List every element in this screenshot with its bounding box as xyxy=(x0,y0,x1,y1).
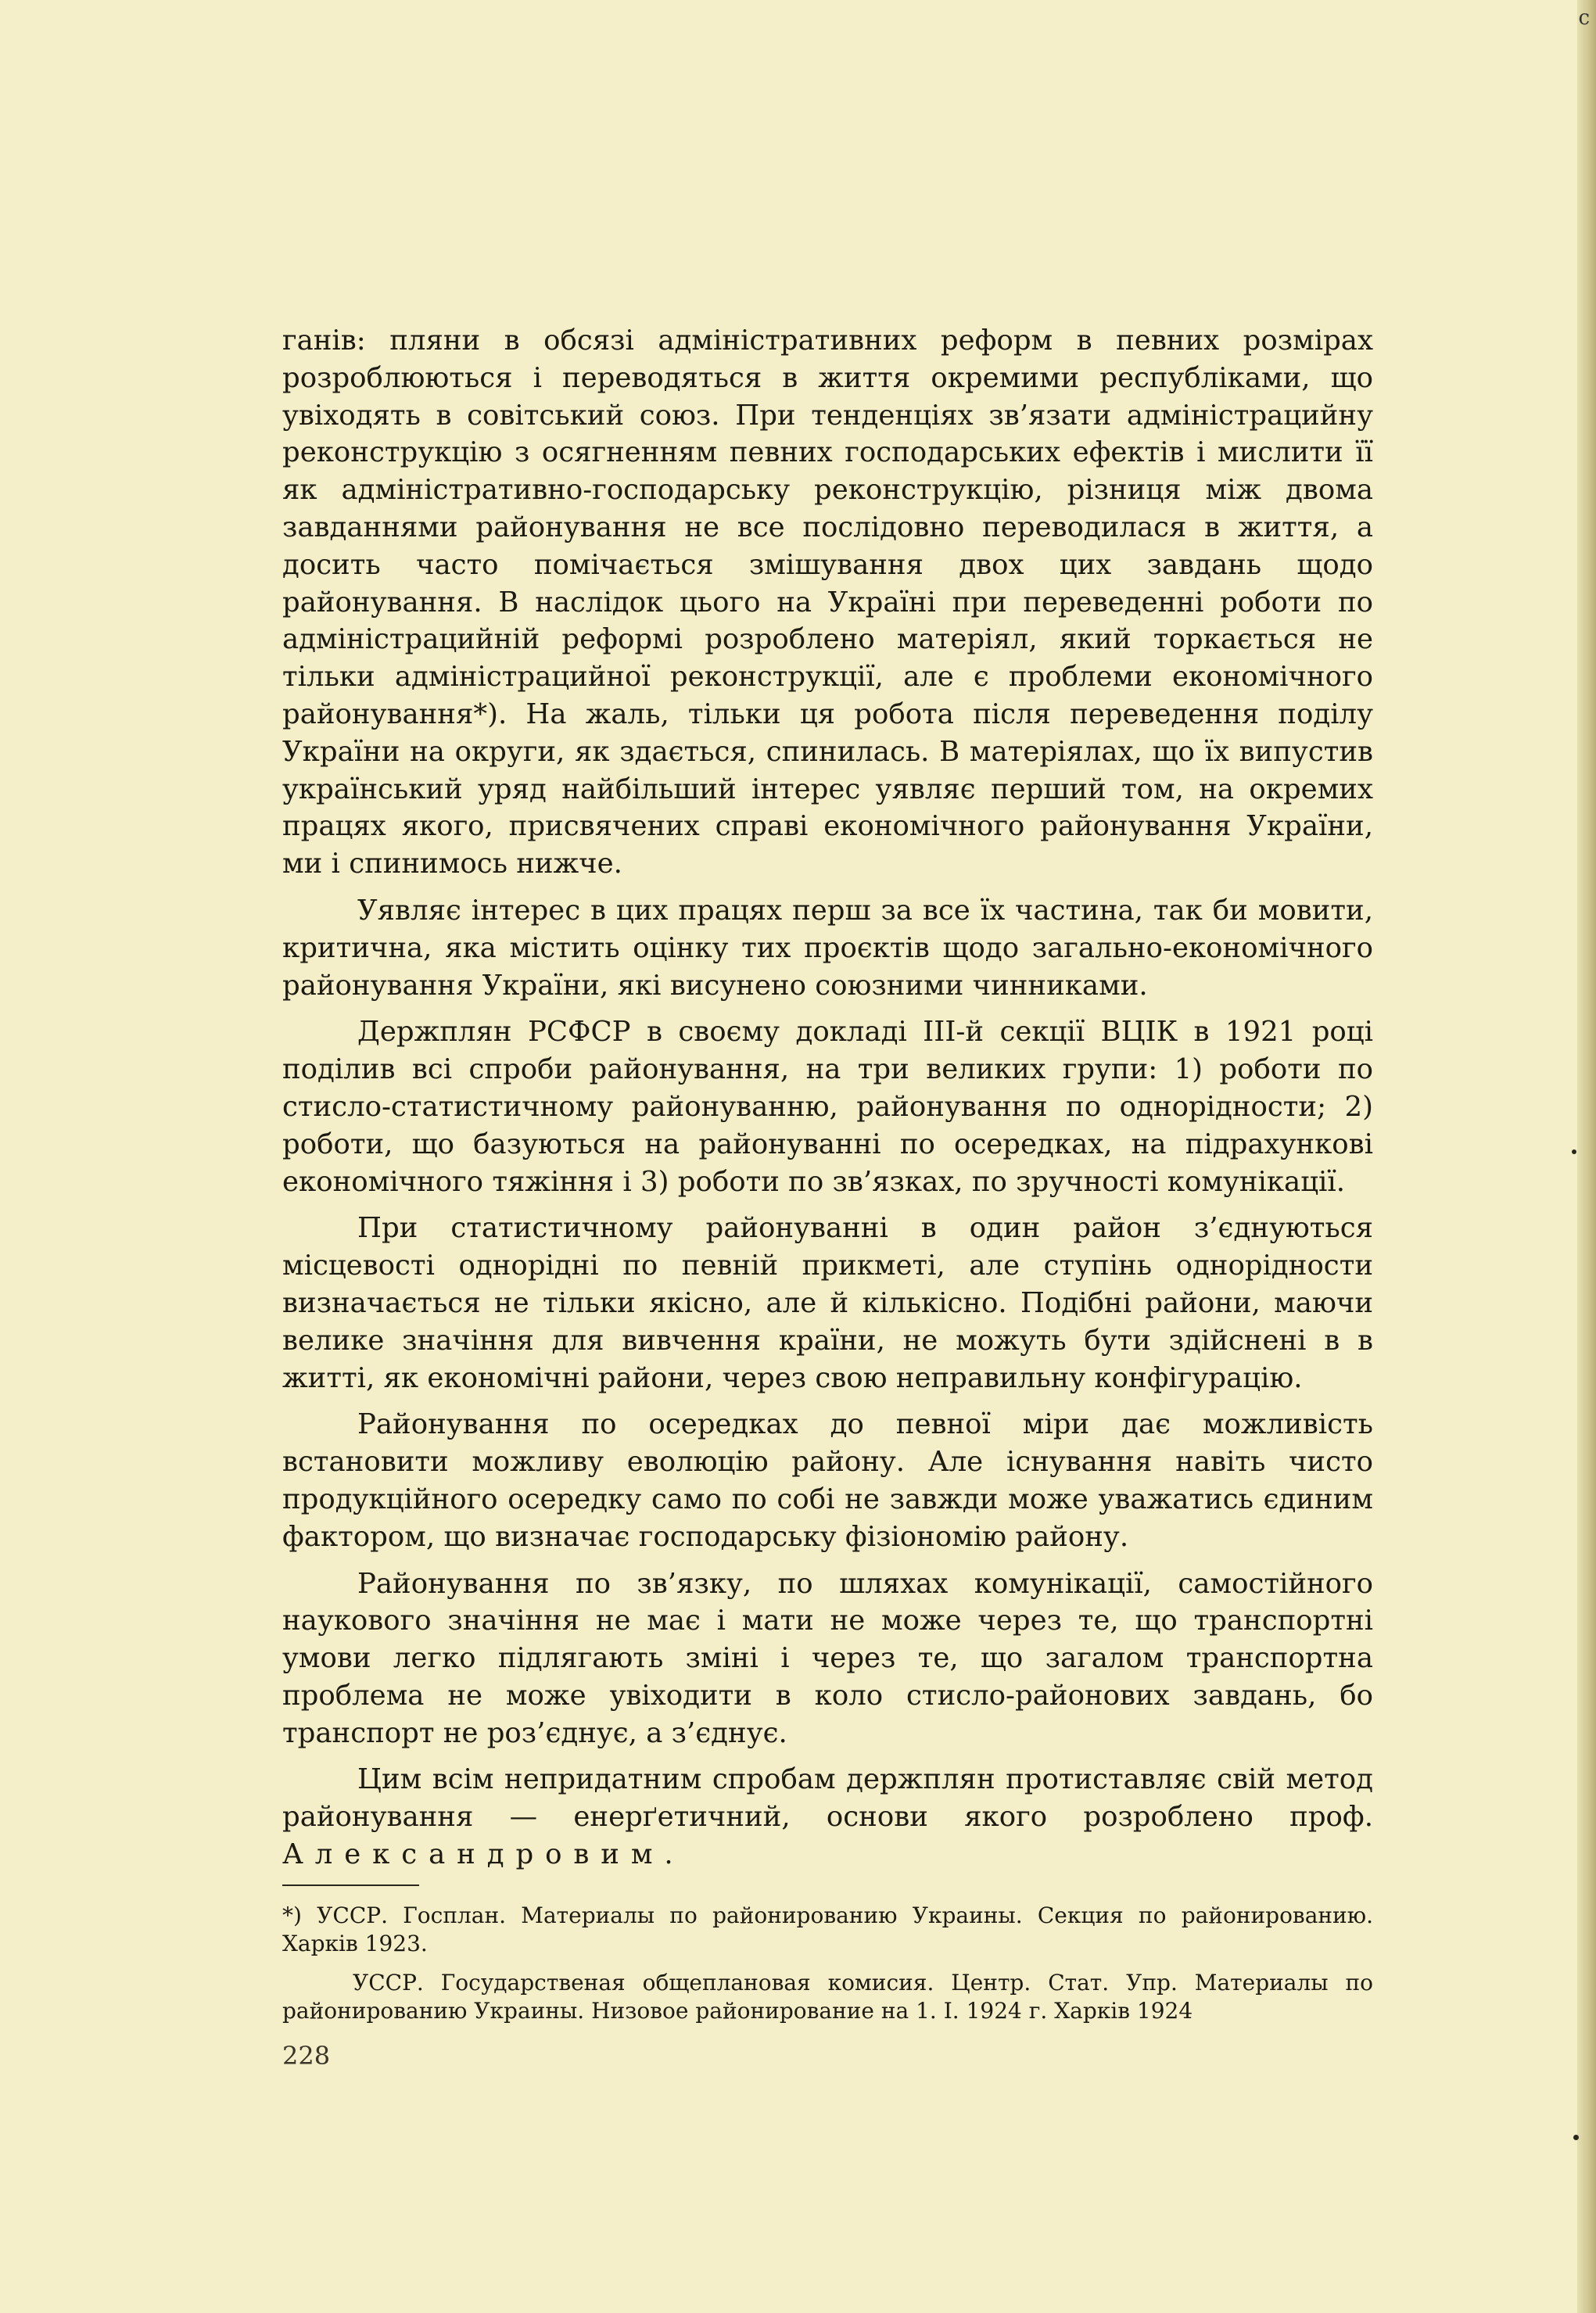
paragraph-7 xyxy=(282,1761,1373,1873)
paragraph-7-text: Цим всім непридатним спробам держплян протиставляє свій метод районування — енерґетичний, основи якого розроблено проф. xyxy=(282,1763,1373,1834)
paragraph-4: При статистичному районуванні в один район з’єднуються місцевості однорідні по певній прикметі, але ступінь однорідности визначається не тільки якісно, але й кількісно. Подібні райони, маючи велике значіння для вивчення країни, не можуть бути здійснені в в житті, як економічні райони, через свою неправильну конфігурацію. xyxy=(282,1212,1373,1394)
margin-mark xyxy=(1572,1149,1576,1154)
page-number: 228 xyxy=(282,2041,331,2071)
paragraph-2: Уявляє інтерес в цих працях перш за все їх частина, так би мовити, критична, яка містить оцінку тих проєктів щодо загально-економічного районування України, які висунено союзними чинниками. xyxy=(282,894,1373,1002)
margin-mark xyxy=(1573,2135,1579,2140)
paragraph-3: Держплян РСФСР в своєму докладі III-й секції ВЦІК в 1921 році поділив всі спроби районування, на три великих групи: 1) роботи по стисло-статистичному районуванню, районування по однорідности; 2) роботи, що базуються на районуванні по осередках, на підрахункові економічного тяжіння і 3) роботи по зв’язках, по зручності комунікації. xyxy=(282,1016,1373,1198)
corner-mark: с xyxy=(1578,6,1590,30)
paragraph-1: ганів: пляни в обсязі адміністративних реформ в певних розмірах розроблюються і переводяться в життя окремими республіками, що увіходять в совітський союз. При тенденціях зв’язати адміністрацийну реконструкцію з осягненням певних господарських ефектів і мислити її як адміністративно-господарську реконструкцію, різниця між двома завданнями районування не все послідовно переводилася в життя, а досить часто помічається змішування двох цих завдань щодо районування. В наслідок цього на Україні при переведенні роботи по адміністрацийній реформі розроблено матеріял, який торкається не тільки адміністрацийної реконструкції, але є проблеми економічного районування*). На жаль, тільки ця робота після переведення поділу України на округи, як здається, спинилась. В матеріялах, що їх випустив український уряд найбільший інтерес уявляє перший том, на окремих працях якого, присвячених справі економічного районування України, ми і спинимось нижче. xyxy=(282,325,1373,880)
spaced-author-name: Александровим. xyxy=(282,1838,685,1871)
page-body xyxy=(282,322,1373,2025)
footnote-2: УССР. Государственая общеплановая комисия. Центр. Стат. Упр. Материалы по районированию Украины. Низовое районирование на 1. І. 1924 г. Харків 1924 xyxy=(282,1969,1373,2024)
paragraph-5: Районування по осередках до певної міри дає можливість встановити можливу еволюцію району. Але існування навіть чисто продукційного осередку само по собі не завжди може уважатись єдиним фактором, що визначає господарську фізіономію району. xyxy=(282,1408,1373,1553)
page-edge-shadow xyxy=(1577,0,1596,2313)
paragraph-6: Районування по зв’язку, по шляхах комунікації, самостійного наукового значіння не має і мати не може через те, що транспортні умови легко підлягають зміні і через те, що загалом транспортна проблема не може увіходити в коло стисло-районових завдань, бо транспорт не роз’єднує, а з’єднує. xyxy=(282,1567,1373,1749)
footnote-1: *) УССР. Госплан. Материалы по районированию Украины. Секция по районированию. Харків 1923. xyxy=(282,1902,1373,1956)
footnote-rule xyxy=(282,1884,419,1886)
